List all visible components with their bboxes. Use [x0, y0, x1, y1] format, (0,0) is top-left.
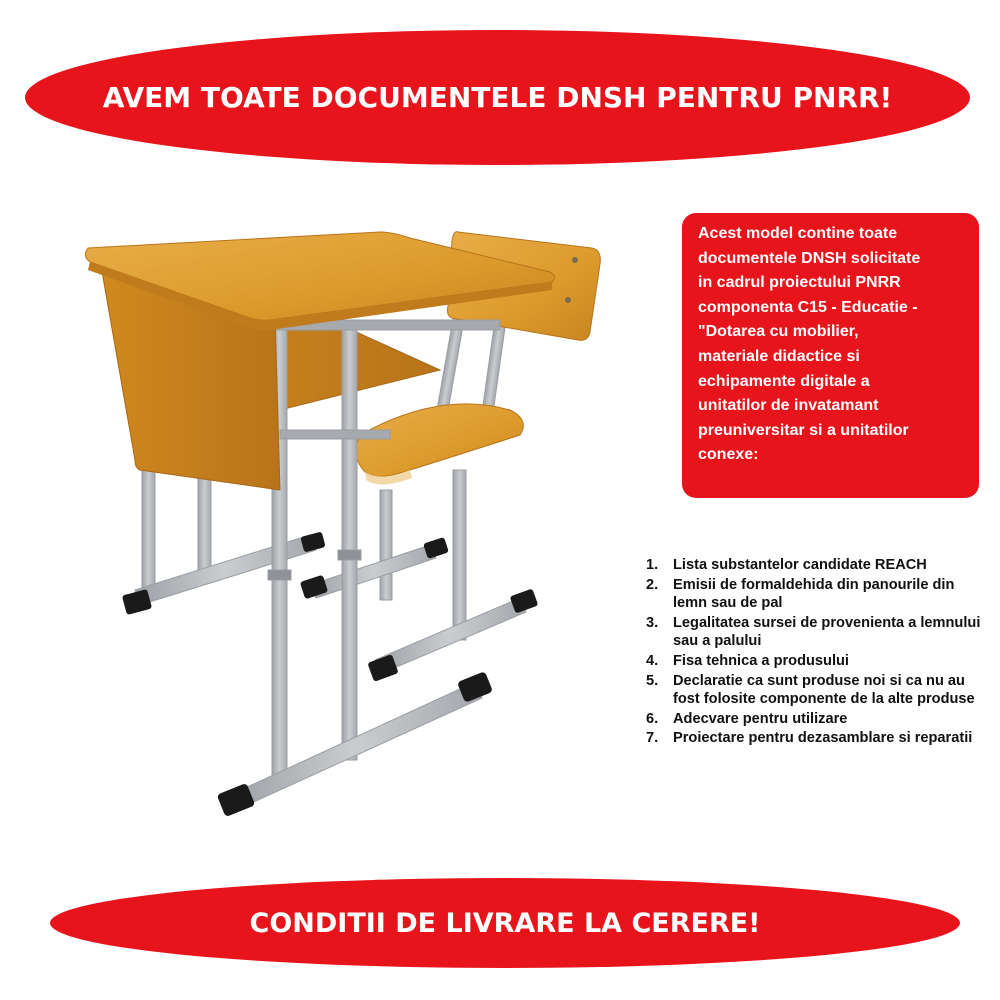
- list-item: [628, 576, 990, 612]
- list-text: Proiectare pentru dezasamblare si reparatii: [673, 730, 973, 747]
- list-item: [628, 556, 990, 574]
- list-text: Fisa tehnica a produsului: [673, 652, 849, 669]
- info-line: unitatilor de invatamant: [698, 397, 879, 415]
- info-line: in cadrul proiectului PNRR: [698, 274, 901, 292]
- school-desk-chair-illustration: [80, 220, 620, 820]
- info-line: Acest model contine toate: [698, 225, 898, 242]
- list-text: Declaratie ca sunt produse noi si ca nu au fost folosite componente de la alte produse: [673, 672, 975, 707]
- list-number: 5.: [646, 672, 659, 689]
- top-banner-text: AVEM TOATE DOCUMENTELE DNSH PENTRU PNRR!: [102, 81, 893, 114]
- list-text: Lista substantelor candidate REACH: [673, 557, 927, 573]
- list-text: Emisii de formaldehida din panourile din lemn sau de pal: [673, 576, 955, 611]
- info-line: componenta C15 - Educatie -: [698, 298, 918, 316]
- top-banner: [25, 30, 970, 165]
- list-item: [628, 672, 990, 708]
- document-list: [628, 556, 990, 749]
- list-number: 1.: [646, 557, 659, 573]
- dnsh-info-box: [682, 213, 979, 498]
- info-line: documentele DNSH solicitate: [698, 249, 921, 267]
- list-number: 6.: [646, 710, 659, 727]
- bottom-banner: [50, 878, 960, 968]
- foot-cap-icon: [300, 531, 325, 552]
- info-line: echipamente digitale a: [698, 372, 870, 390]
- list-item: [628, 729, 990, 747]
- list-text: Adecvare pentru utilizare: [673, 710, 848, 727]
- info-line: materiale didactice si: [698, 347, 860, 365]
- info-line: "Dotarea cu mobilier,: [698, 323, 859, 341]
- foot-cap-icon: [122, 589, 152, 615]
- chair-seat: [356, 404, 523, 477]
- list-item: [628, 614, 990, 650]
- list-text: Legalitatea sursei de provenienta a lemnului sau a palului: [673, 614, 981, 649]
- list-number: 2.: [646, 576, 659, 593]
- list-number: 4.: [646, 652, 659, 669]
- list-item: [628, 710, 990, 728]
- info-line: preuniversitar si a unitatilor: [698, 421, 909, 439]
- info-line: conexe:: [698, 446, 759, 464]
- list-item: [628, 652, 990, 670]
- list-number: 7.: [646, 730, 659, 747]
- list-number: 3.: [646, 614, 659, 631]
- bottom-banner-text: CONDITII DE LIVRARE LA CERERE!: [249, 907, 761, 939]
